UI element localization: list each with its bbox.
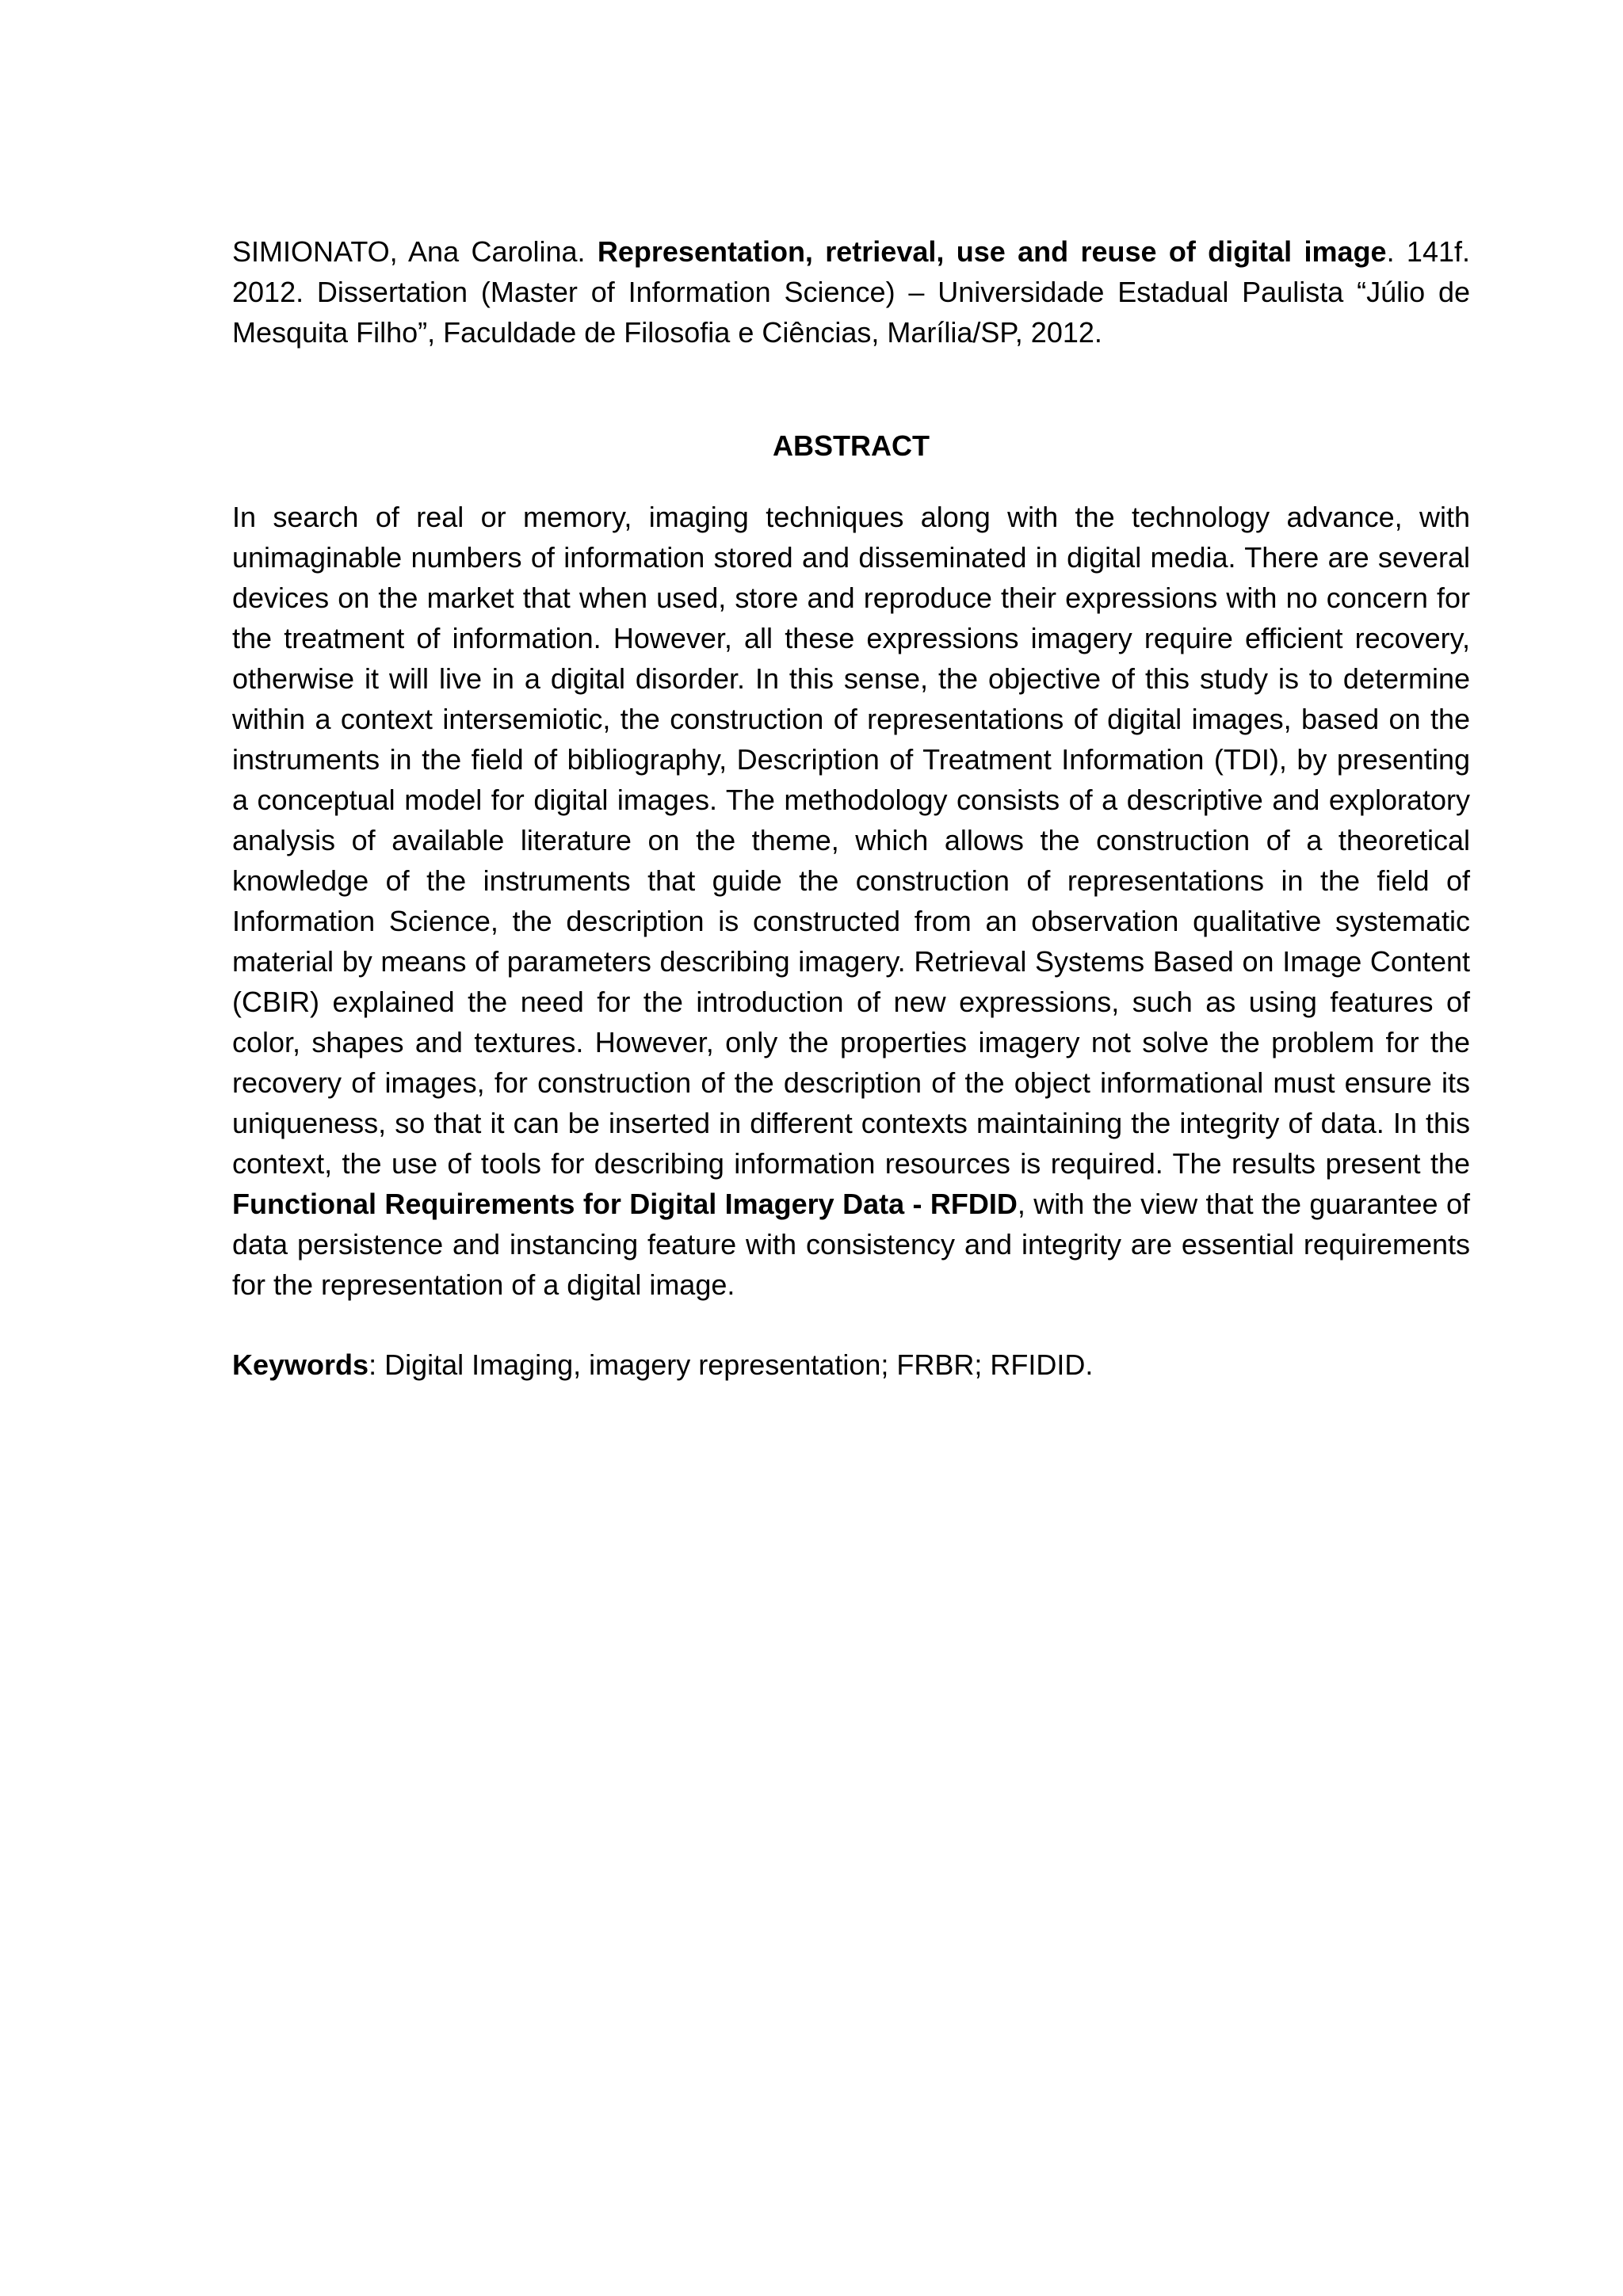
page-content [232,231,1470,1385]
abstract-body [232,497,1470,1305]
abstract-heading: ABSTRACT [773,429,930,462]
citation-reference [232,231,1470,353]
abstract-emphasis: Functional Requirements for Digital Imagery Data - RFDID [232,1188,1018,1220]
keywords-list: : Digital Imaging, imagery representation; FRBR; RFIDID. [369,1348,1094,1381]
keywords-label: Keywords [232,1348,369,1381]
abstract-text: In search of real or memory, imaging techniques along with the technology advance, with unimaginable numbers of information stored and disseminated in digital media. There are several devices on the market that when used, store and reproduce their expressions with no concern for the treatment of information. However, all these expressions imagery require efficient recovery, otherwise it will live in a digital disorder. In this sense, the objective of this study is to determine within a context intersemiotic, the construction of representations of digital images, based on the instruments in the field of bibliography, Description of Treatment Information (TDI), by presenting a conceptual model for digital images. The methodology consists of a descriptive and exploratory analysis of available literature on the theme, which allows the construction of a theoretical knowledge of the instruments that guide the construction of representations in the field of Information Science, the description is constructed from an observation qualitative systematic material by means of parameters describing imagery. Retrieval Systems Based on Image Content (CBIR) explained the need for the introduction of new expressions, such as using features of color, shapes and textures. However, only the properties imagery not solve the problem for the recovery of images, for construction of the description of the object informational must ensure its uniqueness, so that it can be inserted in different contexts maintaining the integrity of data. In this context, the use of tools for describing information resources is required. The results present the [232,501,1470,1180]
citation-author: SIMIONATO, Ana Carolina. [232,235,598,268]
abstract-text-end: , with the view that the guarantee of data persistence and instancing feature with consistency and integrity are essential requirements for the representation of a digital image. [232,1188,1470,1301]
citation-title: Representation, retrieval, use and reuse of digital image [597,235,1387,268]
keywords-line [232,1344,1470,1385]
citation-details: . 141f. 2012. Dissertation (Master of Information Science) – Universidade Estadual Paulista “Júlio de Mesquita Filho”, Faculdade de Filosofia e Ciências, Marília/SP, 2012. [232,235,1470,349]
